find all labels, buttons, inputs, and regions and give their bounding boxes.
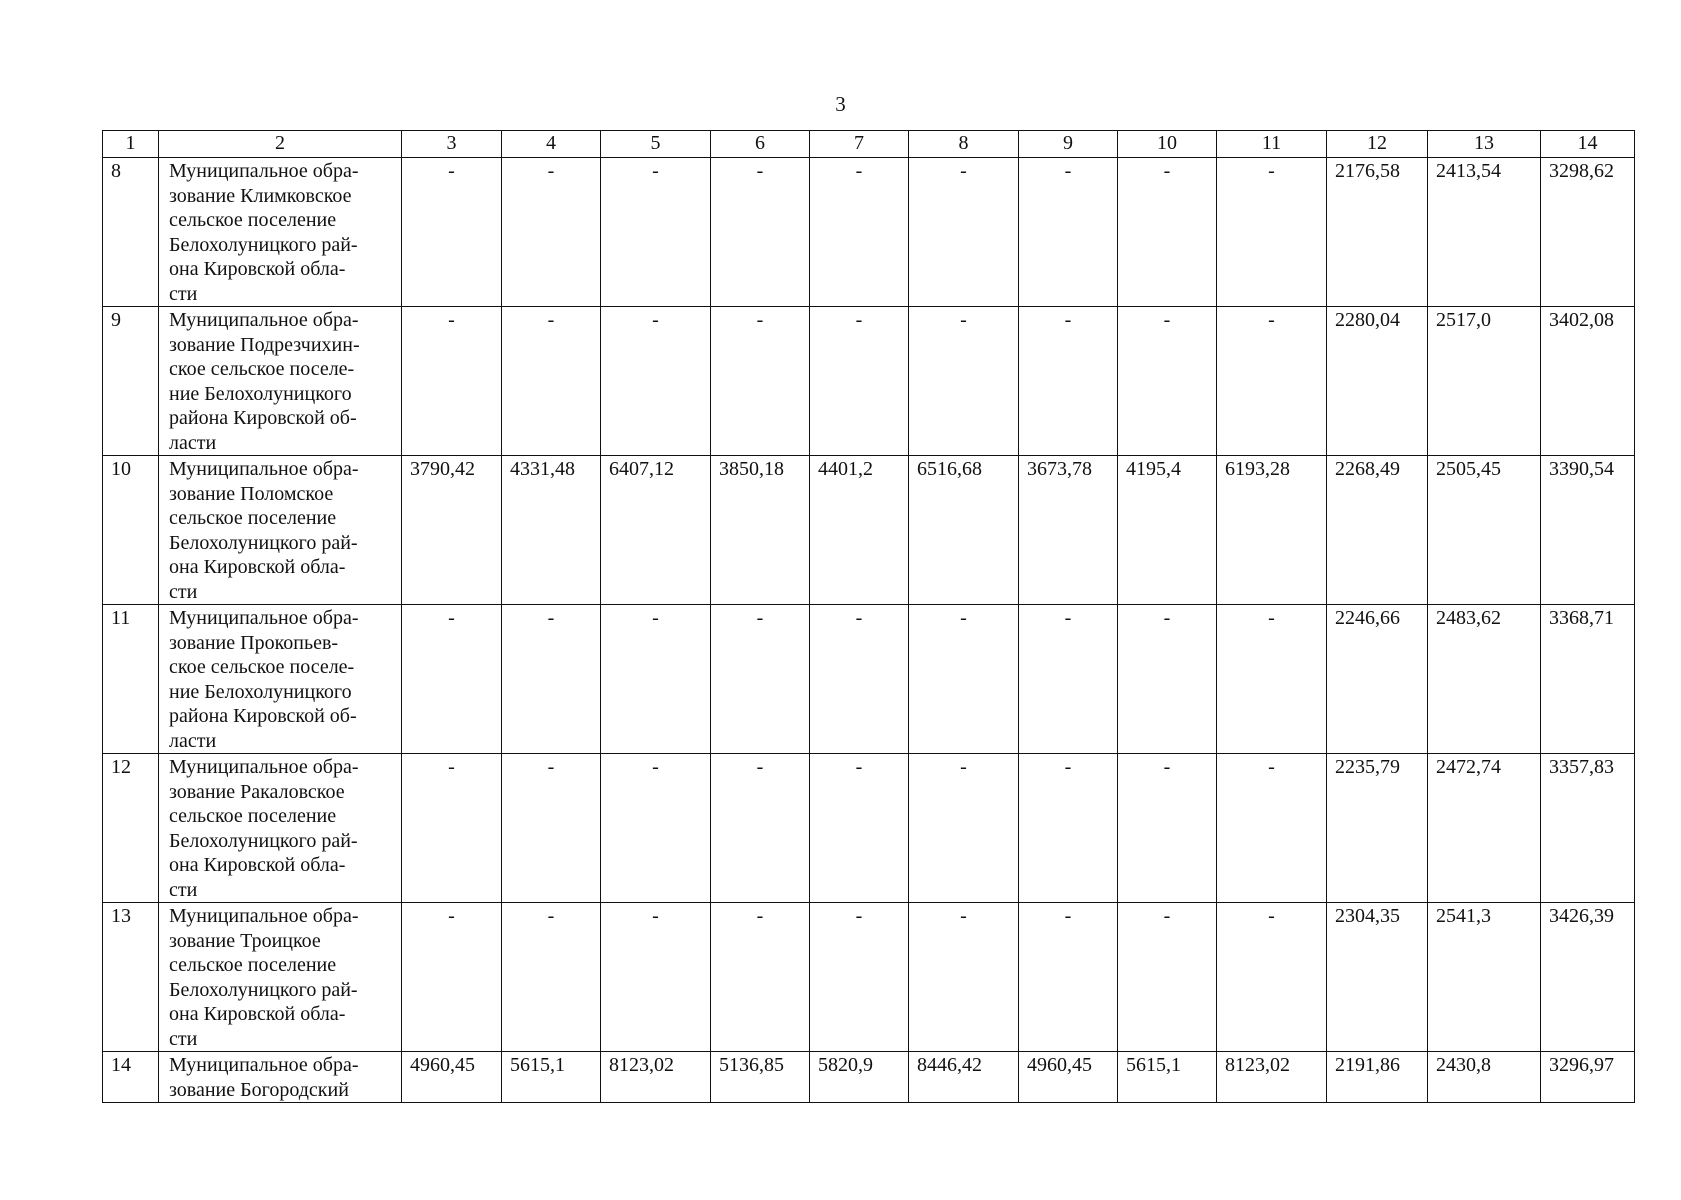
column-header-5: 5 xyxy=(601,131,711,158)
value-cell-col-8: - xyxy=(909,754,1019,903)
value-cell-col-4: - xyxy=(502,903,601,1052)
value-cell-col-11: - xyxy=(1217,605,1327,754)
value-cell-col-5: - xyxy=(601,307,711,456)
value-cell-col-13: 2541,3 xyxy=(1428,903,1541,1052)
value-cell-col-3: - xyxy=(402,754,502,903)
row-number: 11 xyxy=(103,605,159,754)
value-cell-col-6: - xyxy=(711,307,810,456)
table-row xyxy=(103,754,1635,903)
municipality-name-line: зование Богородский xyxy=(169,1078,349,1101)
value-cell-col-11: - xyxy=(1217,903,1327,1052)
table-row xyxy=(103,903,1635,1052)
municipality-name-line: зование Климковское xyxy=(169,184,352,207)
tariff-table xyxy=(102,130,1635,1103)
municipality-name-line: ласти xyxy=(169,431,217,454)
value-cell-col-3: 3790,42 xyxy=(402,456,502,605)
municipality-name-line: сти xyxy=(169,282,198,305)
value-cell-col-5: - xyxy=(601,903,711,1052)
municipality-name-line: Муниципальное обра- xyxy=(169,458,359,480)
municipality-name-line: сти xyxy=(169,580,198,603)
value-cell-col-10: - xyxy=(1118,307,1217,456)
column-header-6: 6 xyxy=(711,131,810,158)
municipality-name xyxy=(159,754,402,903)
table-header-row xyxy=(103,131,1635,158)
value-cell-col-14: 3357,83 xyxy=(1541,754,1635,903)
municipality-name-line: она Кировской обла- xyxy=(169,1003,346,1025)
municipality-name-line: сельское поселение xyxy=(169,507,337,529)
column-header-7: 7 xyxy=(810,131,909,158)
municipality-name xyxy=(159,158,402,307)
column-header-12: 12 xyxy=(1327,131,1428,158)
column-header-9: 9 xyxy=(1019,131,1118,158)
table-body xyxy=(103,158,1635,1103)
municipality-name-line: зование Подрезчихин- xyxy=(169,333,360,356)
municipality-name-line: сельское поселение xyxy=(169,954,337,976)
value-cell-col-8: - xyxy=(909,158,1019,307)
table-row xyxy=(103,158,1635,307)
value-cell-col-9: - xyxy=(1019,307,1118,456)
value-cell-col-4: - xyxy=(502,754,601,903)
value-cell-col-12: 2268,49 xyxy=(1327,456,1428,605)
value-cell-col-6: - xyxy=(711,605,810,754)
column-header-2: 2 xyxy=(159,131,402,158)
value-cell-col-10: - xyxy=(1118,903,1217,1052)
value-cell-col-11: 6193,28 xyxy=(1217,456,1327,605)
value-cell-col-7: 5820,9 xyxy=(810,1052,909,1103)
value-cell-col-13: 2483,62 xyxy=(1428,605,1541,754)
value-cell-col-4: - xyxy=(502,307,601,456)
value-cell-col-11: 8123,02 xyxy=(1217,1052,1327,1103)
row-number: 14 xyxy=(103,1052,159,1103)
value-cell-col-12: 2176,58 xyxy=(1327,158,1428,307)
municipality-name-line: Белохолуницкого рай- xyxy=(169,233,358,256)
municipality-name-line: Муниципальное обра- xyxy=(169,309,359,331)
value-cell-col-8: - xyxy=(909,307,1019,456)
value-cell-col-14: 3296,97 xyxy=(1541,1052,1635,1103)
value-cell-col-14: 3298,62 xyxy=(1541,158,1635,307)
value-cell-col-12: 2280,04 xyxy=(1327,307,1428,456)
value-cell-col-12: 2191,86 xyxy=(1327,1052,1428,1103)
municipality-name-line: ское сельское поселе- xyxy=(169,656,355,678)
value-cell-col-9: - xyxy=(1019,903,1118,1052)
column-header-14: 14 xyxy=(1541,131,1635,158)
value-cell-col-5: 6407,12 xyxy=(601,456,711,605)
municipality-name-line: Муниципальное обра- xyxy=(169,756,359,778)
value-cell-col-6: 5136,85 xyxy=(711,1052,810,1103)
value-cell-col-9: - xyxy=(1019,605,1118,754)
municipality-name-line: Белохолуницкого рай- xyxy=(169,531,358,554)
municipality-name xyxy=(159,456,402,605)
value-cell-col-3: 4960,45 xyxy=(402,1052,502,1103)
value-cell-col-9: - xyxy=(1019,158,1118,307)
municipality-name-line: Муниципальное обра- xyxy=(169,607,359,629)
value-cell-col-13: 2517,0 xyxy=(1428,307,1541,456)
value-cell-col-6: - xyxy=(711,754,810,903)
value-cell-col-12: 2235,79 xyxy=(1327,754,1428,903)
value-cell-col-3: - xyxy=(402,158,502,307)
column-header-8: 8 xyxy=(909,131,1019,158)
column-header-4: 4 xyxy=(502,131,601,158)
value-cell-col-11: - xyxy=(1217,307,1327,456)
value-cell-col-13: 2430,8 xyxy=(1428,1052,1541,1103)
municipality-name-line: она Кировской обла- xyxy=(169,258,346,280)
municipality-name-line: зование Прокопьев- xyxy=(169,631,339,654)
value-cell-col-11: - xyxy=(1217,754,1327,903)
row-number: 8 xyxy=(103,158,159,307)
value-cell-col-9: 4960,45 xyxy=(1019,1052,1118,1103)
municipality-name-line: ние Белохолуницкого xyxy=(169,382,352,405)
row-number: 13 xyxy=(103,903,159,1052)
page-number: 3 xyxy=(835,92,846,116)
value-cell-col-8: - xyxy=(909,903,1019,1052)
municipality-name-line: Муниципальное обра- xyxy=(169,905,359,927)
value-cell-col-14: 3426,39 xyxy=(1541,903,1635,1052)
value-cell-col-14: 3402,08 xyxy=(1541,307,1635,456)
table-row xyxy=(103,456,1635,605)
value-cell-col-4: 4331,48 xyxy=(502,456,601,605)
municipality-name-line: она Кировской обла- xyxy=(169,854,346,876)
municipality-name-line: зование Троицкое xyxy=(169,929,321,952)
value-cell-col-6: - xyxy=(711,158,810,307)
value-cell-col-13: 2505,45 xyxy=(1428,456,1541,605)
municipality-name xyxy=(159,307,402,456)
value-cell-col-4: 5615,1 xyxy=(502,1052,601,1103)
municipality-name xyxy=(159,903,402,1052)
municipality-name-line: Белохолуницкого рай- xyxy=(169,829,358,852)
municipality-name-line: сельское поселение xyxy=(169,805,337,827)
table-row xyxy=(103,1052,1635,1103)
value-cell-col-3: - xyxy=(402,605,502,754)
value-cell-col-4: - xyxy=(502,605,601,754)
municipality-name-line: она Кировской обла- xyxy=(169,556,346,578)
municipality-name-line: Муниципальное обра- xyxy=(169,160,359,182)
value-cell-col-8: 6516,68 xyxy=(909,456,1019,605)
value-cell-col-3: - xyxy=(402,903,502,1052)
municipality-name-line: района Кировской об- xyxy=(169,407,357,429)
municipality-name-line: сельское поселение xyxy=(169,209,337,231)
municipality-name-line: Белохолуницкого рай- xyxy=(169,978,358,1001)
value-cell-col-10: - xyxy=(1118,754,1217,903)
value-cell-col-8: 8446,42 xyxy=(909,1052,1019,1103)
municipality-name xyxy=(159,605,402,754)
value-cell-col-6: - xyxy=(711,903,810,1052)
value-cell-col-8: - xyxy=(909,605,1019,754)
value-cell-col-7: - xyxy=(810,903,909,1052)
value-cell-col-5: - xyxy=(601,158,711,307)
row-number: 12 xyxy=(103,754,159,903)
value-cell-col-10: - xyxy=(1118,605,1217,754)
value-cell-col-7: - xyxy=(810,158,909,307)
value-cell-col-9: - xyxy=(1019,754,1118,903)
value-cell-col-10: 5615,1 xyxy=(1118,1052,1217,1103)
value-cell-col-5: 8123,02 xyxy=(601,1052,711,1103)
value-cell-col-10: - xyxy=(1118,158,1217,307)
column-header-13: 13 xyxy=(1428,131,1541,158)
value-cell-col-7: - xyxy=(810,307,909,456)
municipality-name-line: ласти xyxy=(169,729,217,752)
value-cell-col-4: - xyxy=(502,158,601,307)
value-cell-col-13: 2413,54 xyxy=(1428,158,1541,307)
value-cell-col-12: 2246,66 xyxy=(1327,605,1428,754)
municipality-name-line: сти xyxy=(169,878,198,901)
column-header-1: 1 xyxy=(103,131,159,158)
table-row xyxy=(103,605,1635,754)
column-header-3: 3 xyxy=(402,131,502,158)
value-cell-col-9: 3673,78 xyxy=(1019,456,1118,605)
row-number: 9 xyxy=(103,307,159,456)
value-cell-col-14: 3390,54 xyxy=(1541,456,1635,605)
municipality-name-line: зование Ракаловское xyxy=(169,780,345,803)
municipality-name-line: Муниципальное обра- xyxy=(169,1054,359,1076)
value-cell-col-6: 3850,18 xyxy=(711,456,810,605)
value-cell-col-7: 4401,2 xyxy=(810,456,909,605)
municipality-name-line: сти xyxy=(169,1027,198,1050)
value-cell-col-12: 2304,35 xyxy=(1327,903,1428,1052)
value-cell-col-13: 2472,74 xyxy=(1428,754,1541,903)
municipality-name xyxy=(159,1052,402,1103)
municipality-name-line: ское сельское поселе- xyxy=(169,358,355,380)
value-cell-col-11: - xyxy=(1217,158,1327,307)
value-cell-col-7: - xyxy=(810,605,909,754)
row-number: 10 xyxy=(103,456,159,605)
municipality-name-line: зование Поломское xyxy=(169,482,334,505)
value-cell-col-5: - xyxy=(601,605,711,754)
table-row xyxy=(103,307,1635,456)
value-cell-col-14: 3368,71 xyxy=(1541,605,1635,754)
value-cell-col-3: - xyxy=(402,307,502,456)
value-cell-col-7: - xyxy=(810,754,909,903)
value-cell-col-5: - xyxy=(601,754,711,903)
column-header-10: 10 xyxy=(1118,131,1217,158)
value-cell-col-10: 4195,4 xyxy=(1118,456,1217,605)
column-header-11: 11 xyxy=(1217,131,1327,158)
municipality-name-line: района Кировской об- xyxy=(169,705,357,727)
municipality-name-line: ние Белохолуницкого xyxy=(169,680,352,703)
